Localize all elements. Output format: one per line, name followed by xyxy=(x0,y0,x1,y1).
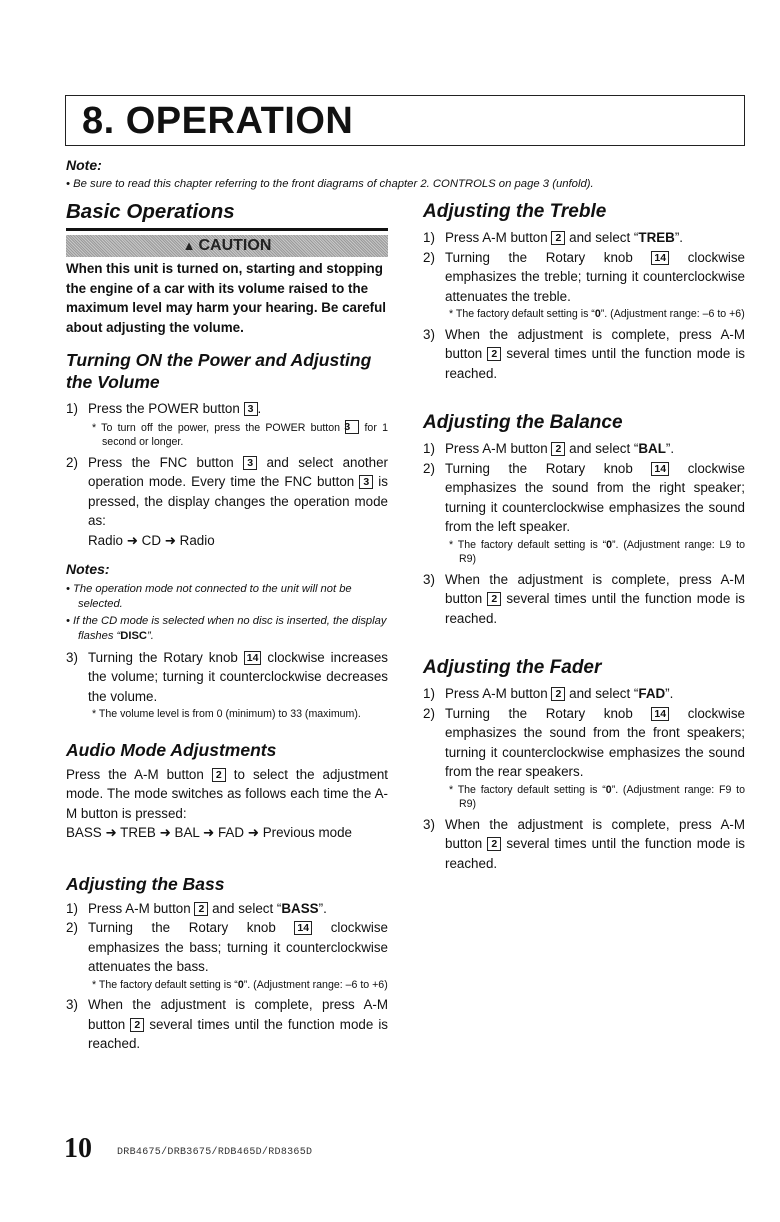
basic-operations-heading: Basic Operations xyxy=(66,200,235,223)
key-number-icon: 2 xyxy=(551,231,565,245)
treble-step-3: 3) When the adjustment is complete, press A-M button 2 several times until the function mode is reached. xyxy=(423,326,745,381)
fader-step-1: 1) Press A-M button 2 and select “FAD”. xyxy=(423,686,674,701)
notes-heading: Notes: xyxy=(66,561,110,577)
key-number-icon: 3 xyxy=(359,475,373,489)
bass-step-1: 1) Press A-M button 2 and select “BASS”. xyxy=(66,900,327,916)
power-step-1: 1) Press the POWER button 3 . xyxy=(66,401,262,416)
bass-heading: Adjusting the Bass xyxy=(66,873,225,894)
page-number: 10 xyxy=(64,1133,92,1164)
treble-step-1: 1) Press A-M button 2 and select “TREB”. xyxy=(423,230,684,245)
key-number-icon: 2 xyxy=(487,592,501,606)
key-number-icon: 2 xyxy=(551,442,565,456)
key-number-icon: 14 xyxy=(244,651,262,665)
fader-step-3: 3) When the adjustment is complete, press A-M button 2 several times until the function mode is reached. xyxy=(423,816,745,871)
key-number-icon: 14 xyxy=(651,462,669,476)
chapter-title: 8. OPERATION xyxy=(82,100,354,142)
key-number-icon: 14 xyxy=(651,707,669,721)
balance-step-1: 1) Press A-M button 2 and select “BAL”. xyxy=(423,441,675,456)
key-number-icon: 2 xyxy=(212,768,226,782)
caution-label: CAUTION xyxy=(198,237,272,254)
audio-mode-text: Press the A-M button 2 to select the adjustment mode. The mode switches as follows each time the A-M button is pressed: BASS ➜ TREB ➜ BAL ➜ FAD ➜ Previous mode xyxy=(66,766,388,840)
power-step-1-note: * To turn off the power, press the POWER button 3 for 1 second or longer. xyxy=(92,420,388,448)
key-number-icon: 3 xyxy=(243,456,257,470)
heading-rule xyxy=(66,228,388,231)
note-item-1: • The operation mode not connected to the unit will not be selected. xyxy=(66,582,352,610)
right-column xyxy=(423,198,745,873)
treble-step-2-note: * The factory default setting is “0”. (Adjustment range: –6 to +6) xyxy=(449,308,745,320)
power-step-3-note: * The volume level is from 0 (minimum) to 33 (maximum). xyxy=(92,708,361,720)
bass-step-2: 2) Turning the Rotary knob 14 clockwise emphasizes the bass; turning it counterclockwise attenuates the bass. xyxy=(66,920,388,974)
key-number-icon: 2 xyxy=(551,687,565,701)
key-number-icon: 14 xyxy=(651,251,669,265)
key-number-icon: 14 xyxy=(294,921,312,935)
caution-text: When this unit is turned on, starting and stopping the engine of a car with its volume raised to the maximum level may harm your hearing. Be careful about adjusting the volume. xyxy=(66,261,387,335)
key-number-icon: 3 xyxy=(244,402,258,416)
balance-heading: Adjusting the Balance xyxy=(423,412,623,433)
key-number-icon: 2 xyxy=(487,837,501,851)
power-step-3: 3) Turning the Rotary knob 14 clockwise increases the volume; turning it counterclockwise decreases the volume. xyxy=(66,649,388,704)
treble-step-2: 2) Turning the Rotary knob 14 clockwise emphasizes the treble; turning it counterclockwise attenuates the treble. xyxy=(423,249,745,304)
power-volume-heading: Turning ON the Power and Adjusting the Volume xyxy=(66,350,372,392)
balance-step-3: 3) When the adjustment is complete, press A-M button 2 several times until the function mode is reached. xyxy=(423,571,745,626)
warning-triangle-icon: ▲ xyxy=(182,238,196,253)
note-item-2: • If the CD mode is selected when no disc is inserted, the display flashes “DISC”. xyxy=(66,614,387,642)
key-number-icon: 2 xyxy=(130,1018,144,1032)
audio-mode-heading: Audio Mode Adjustments xyxy=(66,739,277,760)
left-column xyxy=(66,198,388,1054)
caution-banner xyxy=(66,235,388,257)
bass-step-2-note: * The factory default setting is “0”. (Adjustment range: –6 to +6) xyxy=(92,978,388,991)
fader-step-2-note: * The factory default setting is “0”. (Adjustment range: F9 to R9) xyxy=(449,783,745,810)
audio-mode-sequence: BASS ➜ TREB ➜ BAL ➜ FAD ➜ Previous mode xyxy=(66,825,353,840)
power-step-2: 2) Press the FNC button 3 and select another operation mode. Every time the FNC button 3 is pressed, the display changes the operation mode as: Radio ➜ CD ➜ Radio xyxy=(66,454,388,548)
key-number-icon: 2 xyxy=(194,902,208,916)
key-number-icon: 2 xyxy=(487,347,501,361)
mode-sequence: Radio ➜ CD ➜ Radio xyxy=(88,532,215,548)
note-heading: Note: xyxy=(66,157,102,173)
balance-step-2: 2) Turning the Rotary knob 14 clockwise emphasizes the sound from the right speaker; turning it counterclockwise emphasizes the sound from the left speaker. xyxy=(423,460,745,534)
treble-heading: Adjusting the Treble xyxy=(423,201,607,222)
chapter-title-box xyxy=(65,95,745,146)
bass-step-3: 3) When the adjustment is complete, press A-M button 2 several times until the function mode is reached. xyxy=(66,997,388,1051)
fader-heading: Adjusting the Fader xyxy=(423,657,602,678)
key-number-icon: 3 xyxy=(345,420,359,434)
fader-step-2: 2) Turning the Rotary knob 14 clockwise emphasizes the sound from the front speakers; turning it counterclockwise emphasizes the sound from the rear speakers. xyxy=(423,705,745,779)
model-numbers: DRB4675/DRB3675/RDB465D/RD8365D xyxy=(117,1147,313,1158)
balance-step-2-note: * The factory default setting is “0”. (Adjustment range: L9 to R9) xyxy=(449,538,745,565)
note-text: • Be sure to read this chapter referring to the front diagrams of chapter 2. CONTROLS on page 3 (unfold). xyxy=(66,178,594,190)
